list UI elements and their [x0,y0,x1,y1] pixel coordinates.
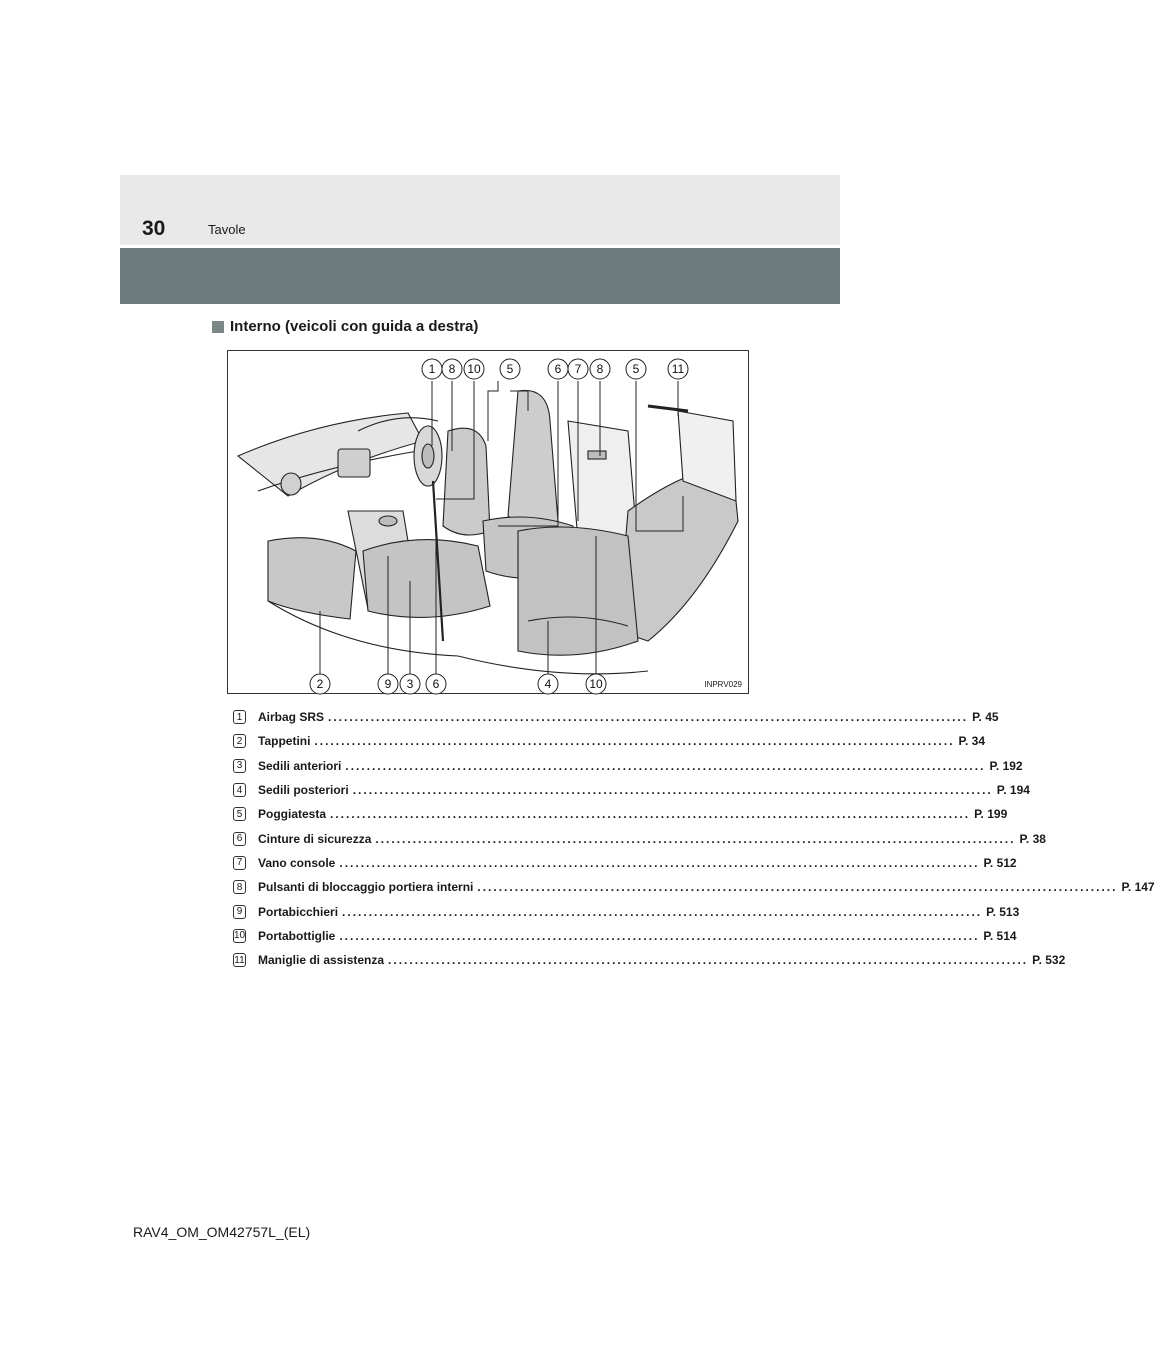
dot-leader: ........................................................................................................................ [388,953,1029,968]
callout-2: 2 [316,677,324,691]
list-item [233,948,1066,972]
dot-leader: ........................................................................................................................ [477,880,1118,895]
callout-3: 3 [406,677,414,691]
car-interior-drawing [228,351,748,693]
item-number: 10 [233,930,246,942]
callout-10b: 10 [589,677,603,691]
dot-leader: ........................................................................................................................ [345,758,986,773]
page-reference-link[interactable]: P. 147 [1121,880,1155,895]
item-label: Maniglie di assistenza [258,953,385,968]
item-label: Cinture di sicurezza [258,831,372,846]
callout-7: 7 [574,362,582,376]
page-reference-link[interactable]: P. 513 [986,904,1020,919]
item-label: Airbag SRS [258,710,325,725]
item-label: Portabottiglie [258,928,336,943]
dot-leader: ........................................................................................................................ [342,904,983,919]
list-item [233,729,986,753]
callout-1: 1 [428,362,436,376]
square-bullet-icon [212,321,224,333]
item-label: Poggiatesta [258,807,327,822]
callout-10: 10 [467,362,481,376]
item-number: 6 [233,832,246,846]
callout-4: 4 [544,677,552,691]
dot-leader: ........................................................................................................................ [339,855,980,870]
item-number: 7 [233,856,246,870]
list-item [233,705,999,729]
list-item [233,754,1023,778]
item-label: Tappetini [258,734,311,749]
interior-illustration [227,350,749,694]
chapter-title: Tavole [208,222,246,237]
dot-leader: ........................................................................................................................ [375,831,1016,846]
callout-5: 5 [506,362,514,376]
item-label: Portabicchieri [258,904,339,919]
item-number: 4 [233,783,246,797]
callout-9: 9 [384,677,392,691]
page-reference-link[interactable]: P. 192 [989,758,1023,773]
page-reference-link[interactable]: P. 512 [983,855,1017,870]
dot-leader: ........................................................................................................................ [352,783,993,798]
item-label: Pulsanti di bloccaggio portiera interni [258,880,474,895]
page-reference-link[interactable]: P. 34 [958,734,986,749]
list-item [233,924,1017,948]
list-item [233,899,1020,923]
item-number: 1 [233,710,246,724]
page-reference-link[interactable]: P. 45 [972,710,999,725]
callout-6: 6 [554,362,562,376]
item-list [233,705,1155,972]
callout-5b: 5 [632,362,640,376]
item-number: 2 [233,734,246,748]
page-reference-link[interactable]: P. 514 [983,928,1017,943]
dot-leader: ........................................................................................................................ [330,807,971,822]
item-label: Vano console [258,855,336,870]
dot-leader: ........................................................................................................................ [314,734,955,749]
footer-model-code: RAV4_OM_OM42757L_(EL) [133,1224,311,1240]
section-band [120,248,840,304]
page-reference-link[interactable]: P. 199 [974,807,1008,822]
list-item [233,875,1155,899]
list-item [233,778,1030,802]
item-number: 9 [233,905,246,919]
section-heading [212,318,478,335]
section-heading-text: Interno (veicoli con guida a destra) [230,318,479,335]
dot-leader: ........................................................................................................................ [339,928,980,943]
callout-6b: 6 [432,677,440,691]
page-reference-link[interactable]: P. 194 [996,783,1030,798]
callout-8: 8 [448,362,456,376]
item-label: Sedili posteriori [258,783,349,798]
item-label: Sedili anteriori [258,758,342,773]
list-item [233,851,1017,875]
page-reference-link[interactable]: P. 532 [1032,953,1066,968]
item-number: 5 [233,807,246,821]
list-item [233,802,1008,826]
item-number: 3 [233,759,246,773]
item-number: 11 [234,954,245,966]
list-item [233,826,1046,850]
item-number: 8 [233,880,246,894]
figure-code: INPRV029 [704,680,742,689]
dot-leader: ........................................................................................................................ [328,710,969,725]
callout-8b: 8 [596,362,604,376]
callout-11: 11 [671,362,685,376]
page-number: 30 [142,217,166,240]
page-reference-link[interactable]: P. 38 [1019,831,1046,846]
